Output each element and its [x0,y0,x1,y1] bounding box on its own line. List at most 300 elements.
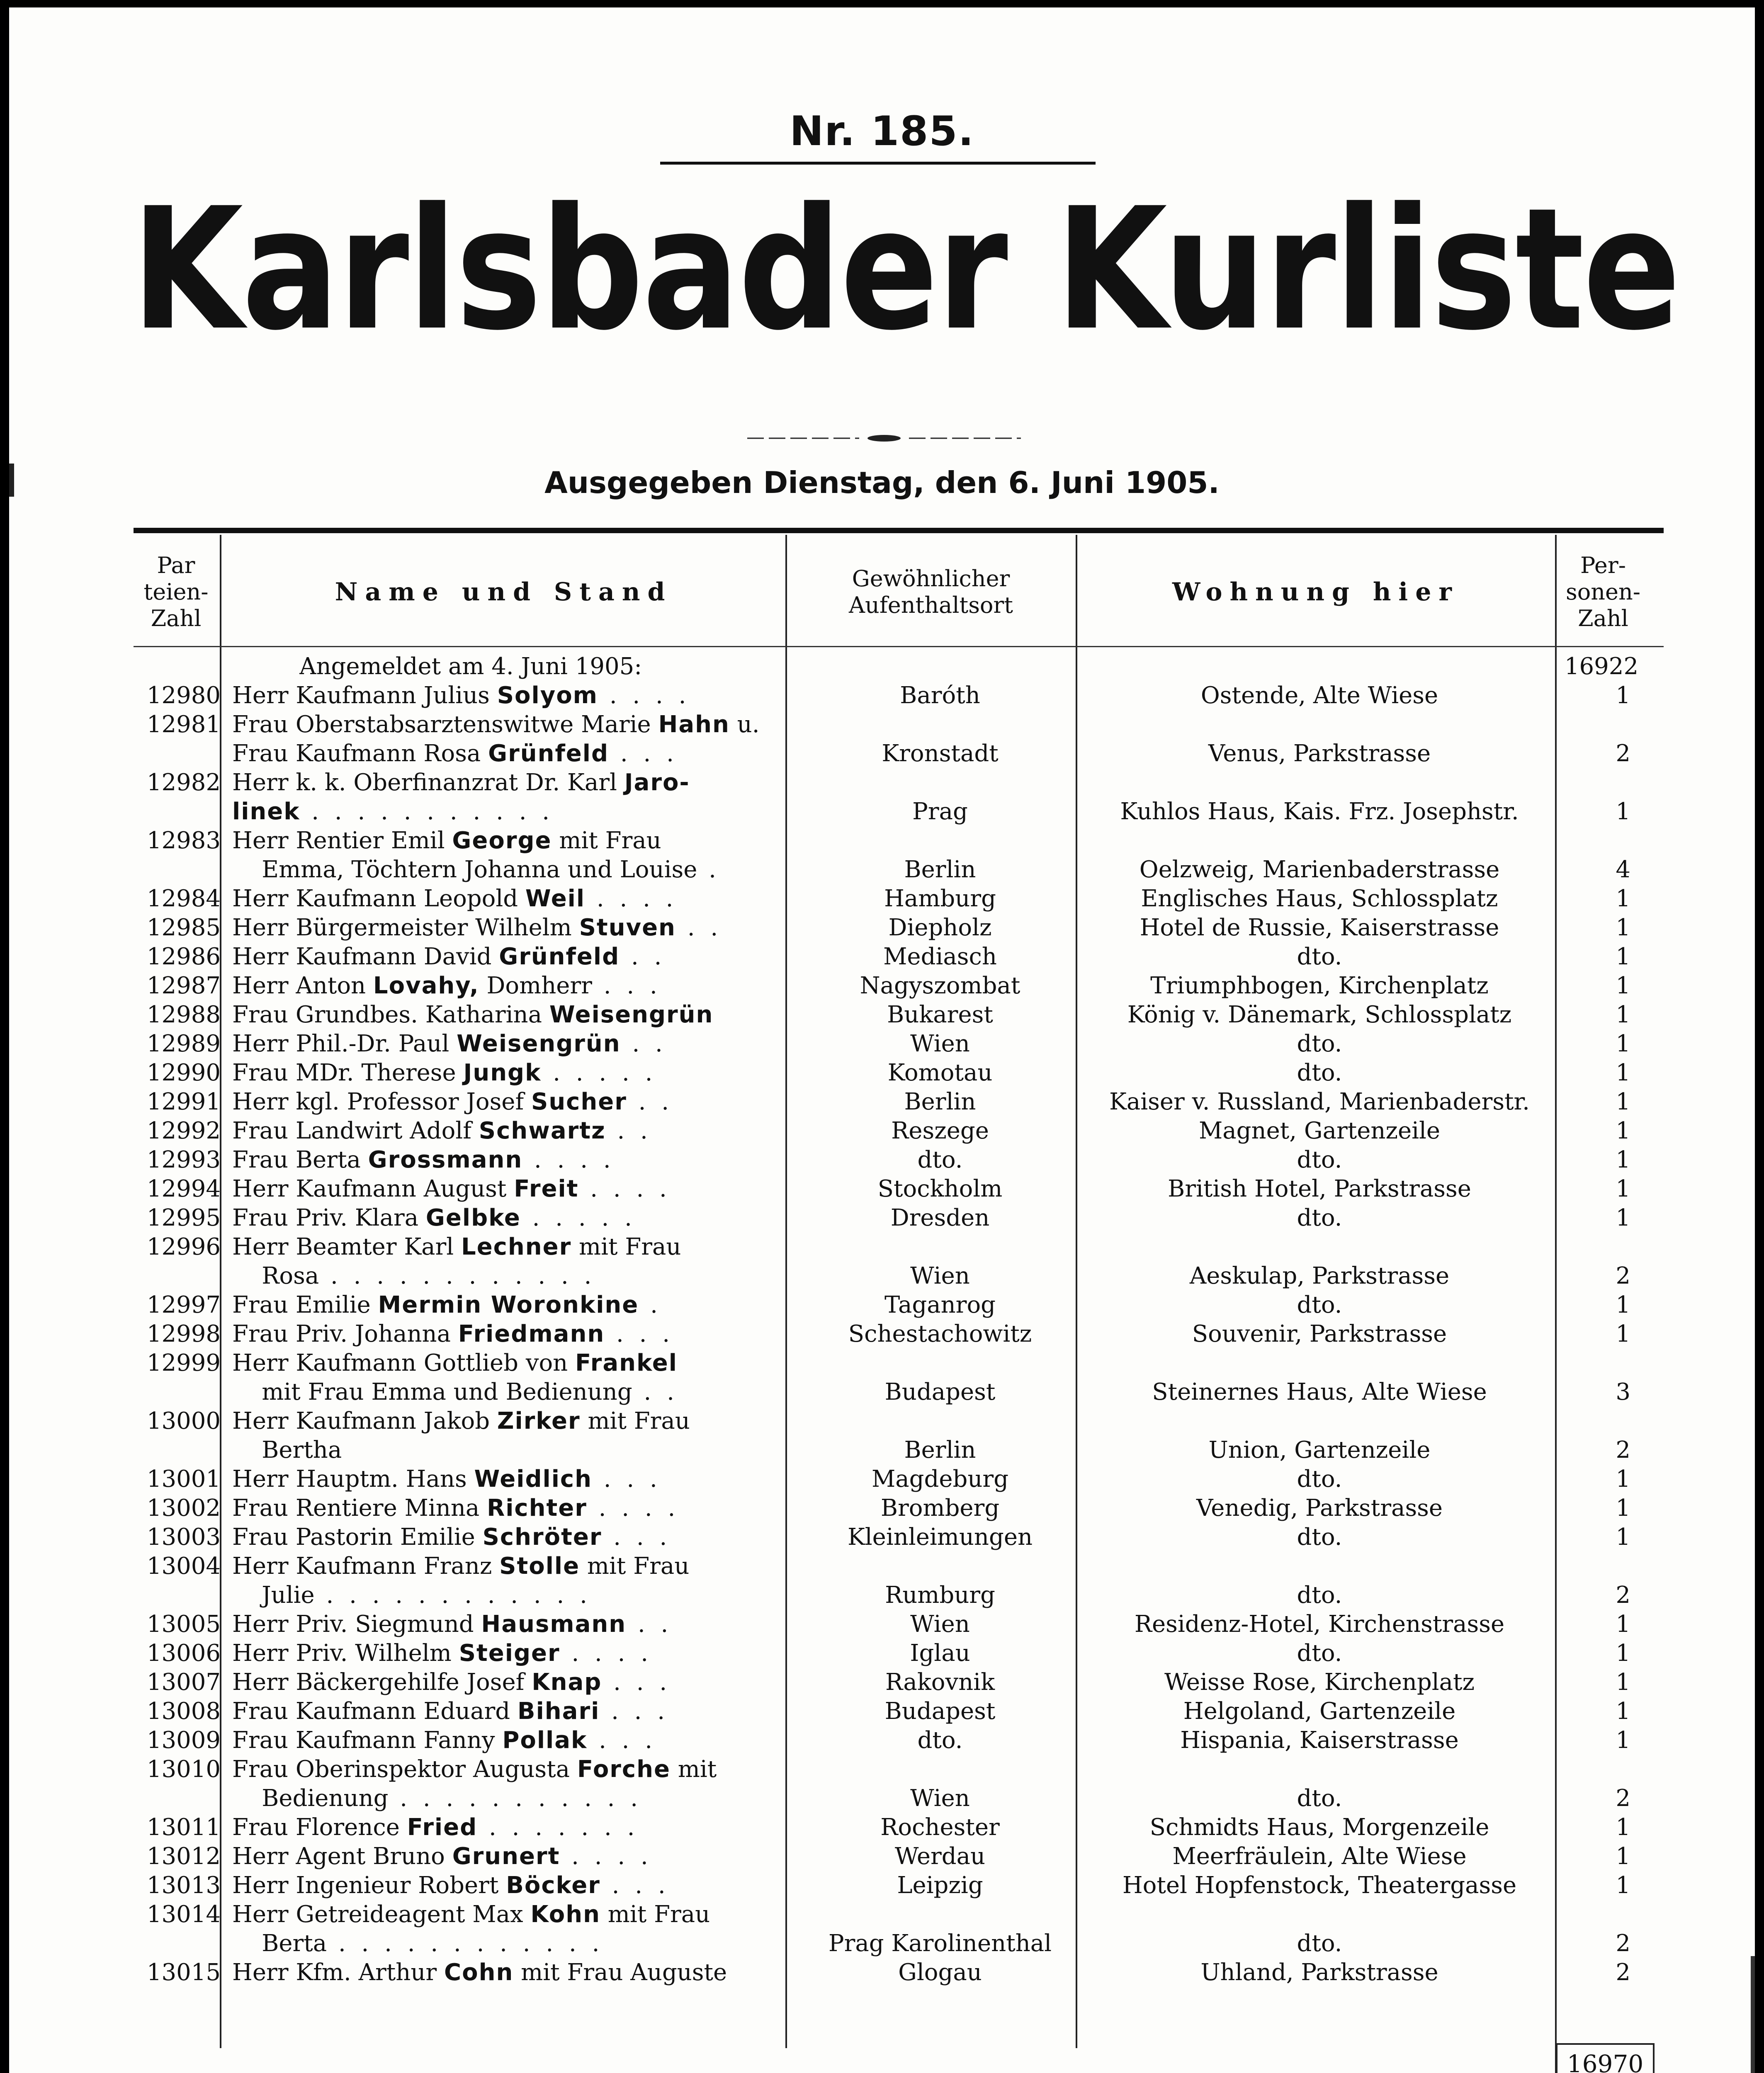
leader-dots: . . . [587,1727,657,1754]
party-number: 13001 [146,1466,221,1493]
home-town: Kronstadt [882,740,999,767]
home-town: Wien [910,1262,970,1289]
person-count: 1 [1616,1321,1630,1347]
guest-title: Herr k. k. Oberfinanzrat Dr. Karl [232,769,624,796]
person-count: 1 [1616,1843,1630,1870]
residence-here: Venus, Parkstrasse [1208,740,1431,767]
table-row [9,1465,1755,1494]
person-count: 1 [1616,1524,1630,1551]
guest-surname: Lovahy, [373,972,479,999]
guest-surname: Weisengrün [457,1030,621,1057]
guest-name [232,1900,771,1929]
ornament-divider-icon [747,432,1021,444]
guest-name [232,913,771,942]
guest-suffix: mit Frau [580,1553,690,1580]
home-town: Budapest [884,1698,996,1725]
guest-name [232,1320,771,1349]
party-number: 12996 [146,1233,221,1260]
guest-name [232,1581,771,1610]
table-row [9,1000,1755,1029]
table-row [9,1087,1755,1117]
table-row [9,1262,1755,1291]
residence-here: Kuhlos Haus, Kais. Frz. Josephstr. [1120,798,1519,825]
home-town: Berlin [904,1437,976,1464]
person-count: 1 [1616,1640,1630,1667]
residence-here: Triumphbogen, Kirchenplatz [1150,972,1489,999]
guest-title: Herr Rentier Emil [232,827,452,854]
guest-title: Herr Priv. Wilhelm [232,1640,459,1667]
guest-title: Julie [232,1582,315,1609]
guest-title: Herr Priv. Siegmund [232,1611,481,1638]
table-row [9,1378,1755,1407]
party-number: 12988 [146,1001,221,1028]
guest-title: Frau Grundbes. Katharina [232,1001,549,1028]
home-town: Wien [910,1785,970,1812]
table-row [9,681,1755,710]
leader-dots: . . . [592,1466,661,1493]
party-number: 12991 [146,1088,221,1115]
guest-name [232,768,771,797]
table-row [9,1842,1755,1871]
guest-surname: Friedmann [458,1321,605,1347]
person-count: 1 [1616,1146,1630,1173]
issue-number: Nr. 185. [790,108,974,155]
guest-name [232,942,771,971]
guest-name [232,1726,771,1755]
leader-dots: . . . . . . . . . . . . [319,1262,596,1289]
person-count: 1 [1616,682,1630,709]
column-header-ort: Gewöhnlicher Aufenthaltsort [849,566,1013,618]
home-town: Mediasch [883,943,997,970]
guest-name [232,1668,771,1697]
residence-here: dto. [1297,1059,1342,1086]
person-count: 2 [1616,1959,1630,1986]
home-town: Taganrog [884,1291,996,1318]
residence-here: Union, Gartenzeile [1208,1437,1431,1464]
residence-here: Kaiser v. Russland, Marienbaderstr. [1109,1088,1530,1115]
residence-here: dto. [1297,1524,1342,1551]
residence-here: dto. [1297,1930,1342,1957]
guest-name [232,1842,771,1871]
residence-here: Helgoland, Gartenzeile [1183,1698,1456,1725]
table-row [9,1697,1755,1726]
person-count: 1 [1616,1001,1630,1028]
party-number: 13011 [146,1814,221,1841]
home-town: Kleinleimungen [847,1524,1033,1551]
person-count: 2 [1616,1262,1630,1289]
guest-title: Herr Bürgermeister Wilhelm [232,914,579,941]
table-row [9,1639,1755,1668]
guest-name [232,1000,771,1029]
guest-suffix: u. [729,711,760,738]
person-count: 1 [1616,943,1630,970]
party-number: 13007 [146,1669,221,1696]
guest-surname: Stolle [499,1553,580,1580]
person-count: 1 [1616,1495,1630,1522]
home-town: Schestachowitz [848,1321,1032,1347]
guest-name [232,1029,771,1058]
guest-suffix: mit Frau [571,1233,681,1260]
leader-dots: . . [605,1117,652,1144]
guest-name [232,1349,771,1378]
party-number: 12992 [146,1117,221,1144]
leader-dots: . . . . [560,1640,653,1667]
party-number: 13010 [146,1756,221,1783]
residence-here: Aeskulap, Parkstrasse [1189,1262,1450,1289]
guest-name [232,1610,771,1639]
guest-surname: Kohn [530,1901,600,1928]
guest-title: Bertha [232,1437,342,1464]
table-row [9,710,1755,739]
guest-title: Frau MDr. Therese [232,1059,464,1086]
column-header-nr: Par teien- Zahl [143,552,209,631]
guest-title: Frau Pastorin Emilie [232,1524,483,1551]
table-row [9,1726,1755,1755]
residence-here: Uhland, Parkstrasse [1200,1959,1438,1986]
guest-name [232,1871,771,1900]
guest-title: mit Frau Emma und Bedienung [232,1379,632,1405]
guest-title: Frau Berta [232,1146,368,1173]
residence-here: Venedig, Parkstrasse [1196,1495,1443,1522]
guest-title: Emma, Töchtern Johanna und Louise [232,856,697,883]
leader-dots: . . . [602,1524,671,1551]
table-row [9,1436,1755,1465]
guest-suffix: mit Frau Auguste [513,1959,727,1986]
person-count: 1 [1616,1175,1630,1202]
column-header-name: Name und Stand [335,577,673,607]
guest-surname: Pollak [502,1727,588,1754]
guest-name [232,1204,771,1233]
table-row [9,1320,1755,1349]
residence-here: Englisches Haus, Schlossplatz [1141,885,1498,912]
masthead-title: Karlsbader Kurliste [131,172,1679,367]
home-town: Rumburg [885,1582,995,1609]
guest-name [232,797,771,826]
residence-here: Ostende, Alte Wiese [1200,682,1438,709]
residence-here: dto. [1297,1466,1342,1493]
column-header-wohnung: Wohnung hier [1172,577,1460,607]
party-number: 13014 [146,1901,221,1928]
table-row [9,1610,1755,1639]
guest-surname: Weil [525,885,586,912]
party-number: 13012 [146,1843,221,1870]
party-number: 12990 [146,1059,221,1086]
guest-title: Herr Agent Bruno [232,1843,452,1870]
guest-surname: linek [232,798,300,825]
party-number: 13006 [146,1640,221,1667]
party-number: 12980 [146,682,221,709]
guest-title: Herr Kaufmann Julius [232,682,497,709]
leader-dots: . . . . . . . [477,1814,639,1841]
leader-dots: . . . . . . . . . . . . [314,1582,591,1609]
guest-title: Frau Kaufmann Eduard [232,1698,518,1725]
person-count: 1 [1616,1669,1630,1696]
table-row [9,855,1755,884]
home-town: dto. [917,1146,963,1173]
guest-title: Frau Priv. Klara [232,1204,426,1231]
guest-surname: Hausmann [481,1611,627,1638]
home-town: Magdeburg [871,1466,1009,1493]
person-count: 2 [1616,1582,1630,1609]
guest-surname: George [452,827,552,854]
guest-title: Herr Ingenieur Robert [232,1872,506,1899]
person-count: 1 [1616,972,1630,999]
residence-here: Weisse Rose, Kirchenplatz [1164,1669,1475,1696]
guest-name [232,1755,771,1784]
guest-surname: Solyom [497,682,598,709]
guest-surname: Weidlich [474,1466,592,1493]
table-top-rule [134,528,1664,533]
person-count: 4 [1616,856,1630,883]
guest-name [232,1291,771,1320]
guest-title: Herr Beamter Karl [232,1233,462,1260]
leader-dots: . . . . [522,1146,615,1173]
home-town: dto. [917,1727,963,1754]
home-town: Hamburg [884,885,996,912]
guest-surname: Grünfeld [488,740,609,767]
home-town: Rakovnik [885,1669,995,1696]
party-number: 13005 [146,1611,221,1638]
residence-here: dto. [1297,1204,1342,1231]
guest-suffix: mit [670,1756,717,1783]
party-number: 12998 [146,1321,221,1347]
column-header-personen: Per- sonen- Zahl [1566,552,1640,631]
guest-surname: Grunert [452,1843,560,1870]
guest-name [232,1262,771,1291]
party-number: 12982 [146,769,221,796]
leader-dots: . . . . [587,1495,680,1522]
final-total: 16970 [1556,2043,1655,2073]
home-town: Iglau [910,1640,970,1667]
guest-name [232,1378,771,1407]
guest-surname: Grünfeld [499,943,620,970]
table-row [9,1204,1755,1233]
guest-name [232,1523,771,1552]
leader-dots: . . . . [560,1843,652,1870]
leader-dots: . [639,1291,662,1318]
residence-here: dto. [1297,1030,1342,1057]
residence-here: Meerfräulein, Alte Wiese [1172,1843,1467,1870]
guest-surname: Jaro- [624,769,690,796]
home-town: Prag [912,798,968,825]
residence-here: Hotel de Russie, Kaiserstrasse [1140,914,1499,941]
person-count: 1 [1616,914,1630,941]
party-number: 12981 [146,711,221,738]
home-town: Dresden [890,1204,990,1231]
residence-here: Oelzweig, Marienbaderstrasse [1139,856,1500,883]
home-town: Rochester [880,1814,1000,1841]
table-row [9,942,1755,971]
guest-surname: Sucher [531,1088,627,1115]
leader-dots: . . . . [585,885,678,912]
guest-title: Frau Oberstabsarztenswitwe Marie [232,711,658,738]
table-row [9,1233,1755,1262]
guest-title: Herr Kfm. Arthur [232,1959,444,1986]
party-number: 13013 [146,1872,221,1899]
residence-here: dto. [1297,943,1342,970]
table-row [9,913,1755,942]
party-number: 12989 [146,1030,221,1057]
party-number: 12995 [146,1204,221,1231]
leader-dots: . . . [600,1872,670,1899]
guest-title: Herr Getreideagent Max [232,1901,531,1928]
party-number: 12994 [146,1175,221,1202]
table-row [9,1929,1755,1958]
guest-suffix: Domherr [479,972,592,999]
guest-title: Herr Anton [232,972,373,999]
carry-total: 16922 [1564,653,1639,680]
home-town: Prag Karolinenthal [828,1930,1052,1957]
person-count: 3 [1616,1379,1630,1405]
guest-title: Herr Hauptm. Hans [232,1466,474,1493]
residence-here: dto. [1297,1785,1342,1812]
home-town: Diepholz [888,914,992,941]
party-number: 12997 [146,1291,221,1318]
number-underline [660,162,1096,165]
guest-suffix: mit Frau [580,1408,690,1435]
guest-surname: Frankel [575,1350,678,1376]
section-label-row [9,652,1755,681]
guest-name [232,1087,771,1117]
page [9,7,1755,2073]
residence-here: Magnet, Gartenzeile [1198,1117,1441,1144]
guest-surname: Cohn [444,1959,514,1986]
guest-title: Frau Landwirt Adolf [232,1117,479,1144]
person-count: 1 [1616,1814,1630,1841]
table-row [9,1058,1755,1087]
issue-date: Ausgegeben Dienstag, den 6. Juni 1905. [544,465,1220,500]
guest-title: Herr kgl. Professor Josef [232,1088,531,1115]
home-town: Wien [910,1611,970,1638]
guest-surname: Grossmann [368,1146,523,1173]
guest-surname: Zirker [497,1408,581,1435]
leader-dots: . . . [600,1698,669,1725]
leader-dots: . . . . . [520,1204,636,1231]
person-count: 2 [1616,1930,1630,1957]
party-number: 13009 [146,1727,221,1754]
guest-suffix: mit Frau [552,827,661,854]
guest-name [232,1929,771,1958]
person-count: 2 [1616,740,1630,767]
guest-surname: Lechner [461,1233,572,1260]
guest-title: Herr Kaufmann Gottlieb von [232,1350,576,1376]
person-count: 1 [1616,1117,1630,1144]
party-number: 13004 [146,1553,221,1580]
party-number: 13000 [146,1408,221,1435]
leader-dots: . . . [605,1321,674,1347]
table-row [9,1871,1755,1900]
guest-surname: Jungk [463,1059,542,1086]
party-number: 12987 [146,972,221,999]
guest-name [232,1407,771,1436]
guest-surname: Weisengrün [549,1001,714,1028]
guest-title: Herr Bäckergehilfe Josef [232,1669,532,1696]
guest-title: Frau Priv. Johanna [232,1321,458,1347]
table-row [9,1552,1755,1581]
leader-dots: . . [626,1611,673,1638]
guest-surname: Gelbke [425,1204,521,1231]
person-count: 1 [1616,885,1630,912]
guest-title: Herr Kaufmann August [232,1175,514,1202]
residence-here: dto. [1297,1640,1342,1667]
guest-name [232,1958,771,1987]
party-number: 13003 [146,1524,221,1551]
leader-dots: . . . [602,1669,671,1696]
home-town: Stockholm [877,1175,1003,1202]
home-town: Werdau [894,1843,986,1870]
party-number: 12993 [146,1146,221,1173]
guest-title: Herr Kaufmann David [232,943,499,970]
guest-name [232,1494,771,1523]
home-town: Reszege [891,1117,989,1144]
guest-name [232,1436,771,1465]
guest-name [232,1117,771,1146]
guest-surname: Mermin Woronkine [378,1291,639,1318]
guest-surname: Steiger [459,1640,560,1667]
leader-dots: . . . . [578,1175,671,1202]
person-count: 1 [1616,1291,1630,1318]
guest-title: Frau Florence [232,1814,407,1841]
table-row [9,1494,1755,1523]
home-town: Glogau [898,1959,982,1986]
guest-surname: Hahn [658,711,730,738]
leader-dots: . . [632,1379,678,1405]
header-bottom-rule [134,646,1664,647]
guest-name [232,1058,771,1087]
guest-title: Herr Phil.-Dr. Paul [232,1030,457,1057]
table-row [9,1029,1755,1058]
guest-name [232,855,771,884]
guest-surname: Fried [407,1814,478,1841]
guest-title: Frau Kaufmann Rosa [232,740,488,767]
leader-dots: . . [675,914,722,941]
home-town: Baróth [900,682,980,709]
party-number: 12986 [146,943,221,970]
residence-here: Hispania, Kaiserstrasse [1180,1727,1459,1754]
guest-surname: Richter [487,1495,587,1522]
guest-title: Herr Kaufmann Franz [232,1553,500,1580]
guest-surname: Knap [532,1669,602,1696]
leader-dots: . [697,856,720,883]
guest-name [232,1639,771,1668]
residence-here: Souvenir, Parkstrasse [1192,1321,1447,1347]
home-town: Komotau [887,1059,993,1086]
residence-here: Schmidts Haus, Morgenzeile [1149,1814,1489,1841]
home-town: Leipzig [897,1872,983,1899]
person-count: 1 [1616,1088,1630,1115]
guest-title: Rosa [232,1262,319,1289]
home-town: Bromberg [880,1495,1000,1522]
guest-name [232,1813,771,1842]
table-row [9,1813,1755,1842]
table-row [9,1958,1755,1987]
person-count: 1 [1616,1727,1630,1754]
guest-suffix: mit Frau [600,1901,710,1928]
person-count: 1 [1616,1872,1630,1899]
guest-name [232,1697,771,1726]
table-row [9,971,1755,1000]
party-number: 12985 [146,914,221,941]
guest-title: Frau Kaufmann Fanny [232,1727,503,1754]
person-count: 2 [1616,1437,1630,1464]
guest-surname: Stuven [579,914,676,941]
section-label: Angemeldet am 4. Juni 1905: [299,653,642,680]
guest-title: Herr Kaufmann Jakob [232,1408,497,1435]
leader-dots: . . [620,943,666,970]
guest-surname: Schröter [482,1524,602,1551]
leader-dots: . . . . . . . . . . . . [327,1930,604,1957]
guest-surname: Forche [577,1756,671,1783]
